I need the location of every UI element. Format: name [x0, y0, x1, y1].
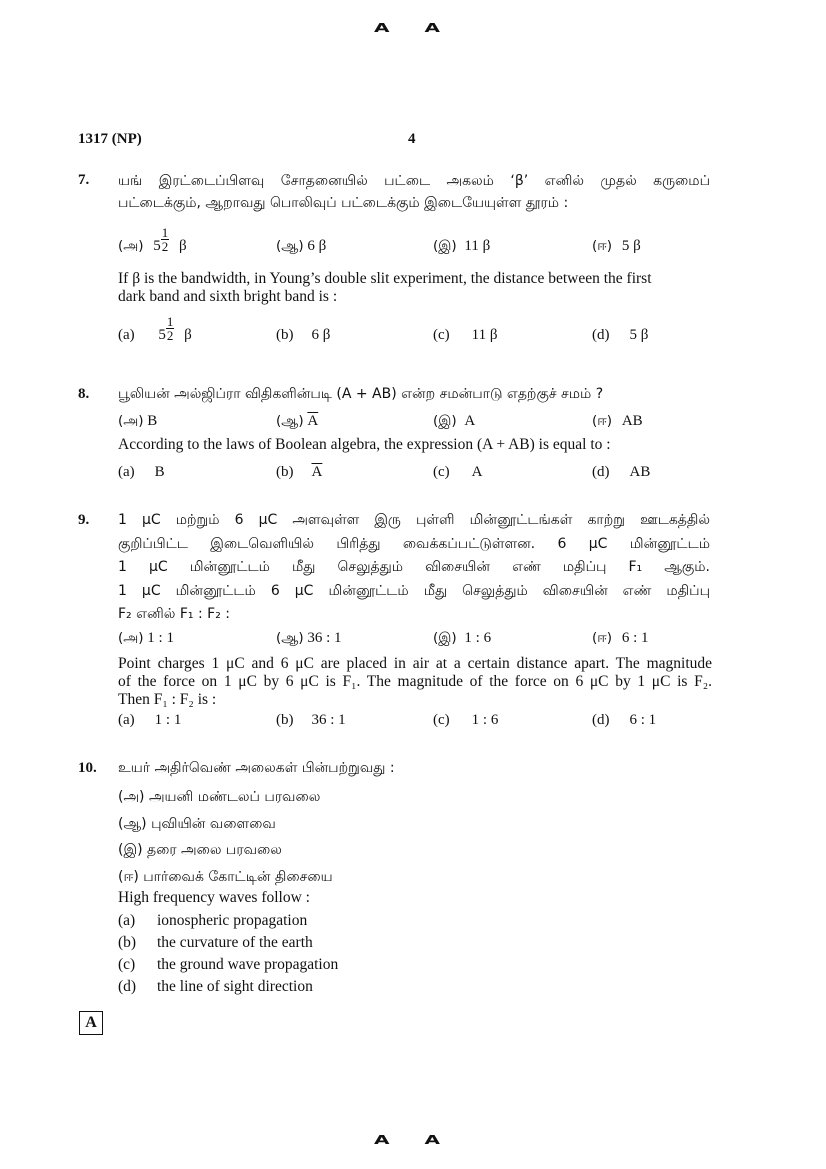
- q9-tamil-line3: 1 μC மின்னூட்டம் மீது செலுத்தும் விசையின் எண் மதிப்பு F₁ ஆகும்.: [118, 559, 710, 575]
- option-label: (இ): [433, 630, 457, 646]
- q9-ta-option-a: [118, 630, 174, 648]
- q7-ta-option-a: [118, 225, 187, 256]
- q8-english: According to the laws of Boolean algebra, the expression (A + AB) is equal to :: [118, 436, 611, 453]
- option-text: 1 : 6: [471, 712, 499, 728]
- option-text: தரை அலை பரவலை: [147, 842, 282, 858]
- q8-tamil: பூலியன் அல்ஜிப்ரா விதிகளின்படி (A + AB) என்ற சமன்பாடு எதற்குச் சமம் ?: [118, 386, 604, 402]
- option-label: (b): [118, 934, 137, 951]
- q7-english-line2: dark band and sixth bright band is :: [118, 288, 338, 305]
- q10-ta-option-b: [118, 811, 333, 838]
- q10-en-option-b: [118, 932, 338, 954]
- q7-ta-option-d: [592, 238, 641, 256]
- option-whole: 5: [153, 238, 161, 254]
- option-label: (ஆ): [276, 238, 304, 254]
- option-text: ionospheric propagation: [157, 912, 308, 929]
- option-text: அயனி மண்டலப் பரவலை: [148, 789, 321, 805]
- q9-en-option-a: [118, 712, 181, 729]
- q9-ta-option-c: [433, 630, 491, 648]
- option-text: $\overline{A}$: [311, 464, 323, 480]
- q10-ta-option-d: [118, 864, 333, 891]
- paper-code: 1317 (NP): [78, 131, 142, 147]
- q8-ta-option-a: [118, 413, 157, 431]
- q9-tamil-line5: F₂ எனில் F₁ : F₂ :: [118, 606, 230, 622]
- option-label: (அ): [118, 789, 145, 805]
- option-label: (c): [118, 956, 136, 973]
- q9-english-line2: of the force on 1 μC by 6 μC is F₁. The magnitude of the force on 6 μC by 1 μC is F₂.: [118, 673, 712, 690]
- option-label: (c): [433, 327, 450, 343]
- option-label: (ஈ): [118, 868, 139, 885]
- q7-en-option-d: [592, 327, 648, 344]
- q7-tamil: [118, 170, 710, 214]
- option-label: (ஈ): [592, 238, 613, 254]
- q10-english: High frequency waves follow :: [118, 889, 310, 906]
- q10-en-option-a: [118, 910, 338, 932]
- option-label: (ஈ): [592, 630, 613, 646]
- option-text: 36 : 1: [311, 712, 346, 728]
- option-label: (b): [276, 712, 294, 728]
- option-label: (c): [433, 712, 450, 728]
- bottom-mark: A A: [374, 1132, 454, 1148]
- option-label: (a): [118, 912, 136, 929]
- q7-en-option-c: [433, 327, 497, 344]
- q10-en-option-c: [118, 954, 338, 976]
- q10-number: 10.: [78, 760, 97, 776]
- option-beta: β: [184, 327, 192, 343]
- option-text: 6 β: [307, 238, 327, 254]
- option-text: the ground wave propagation: [157, 956, 339, 973]
- q9-en-option-b: [276, 712, 346, 729]
- denominator: 2: [161, 239, 169, 255]
- option-label: (இ): [433, 413, 457, 429]
- option-label: (அ): [118, 630, 144, 646]
- option-text: 1 : 1: [154, 712, 182, 728]
- option-label: (d): [592, 327, 610, 343]
- denominator: 2: [166, 328, 174, 344]
- q9-number: 9.: [78, 512, 90, 528]
- q8-ta-option-b: [276, 413, 318, 431]
- option-text: 11 β: [471, 327, 498, 343]
- q8-en-option-a: [118, 464, 165, 481]
- option-whole: 5: [158, 327, 166, 343]
- option-text: B: [147, 413, 158, 429]
- option-text: 6 : 1: [629, 712, 657, 728]
- option-label: (d): [592, 712, 610, 728]
- q7-english: [118, 270, 710, 306]
- q9-ta-option-b: [276, 630, 342, 648]
- q8-number: 8.: [78, 386, 90, 402]
- option-text: A: [464, 413, 476, 429]
- option-label: (ஆ): [276, 413, 304, 429]
- option-label: (a): [118, 327, 135, 343]
- q8-en-option-d: [592, 464, 650, 481]
- option-label: (இ): [118, 842, 143, 858]
- option-label: (இ): [433, 238, 457, 254]
- q9-english-line1: Point charges 1 μC and 6 μC are placed in air at a certain distance apart. The magnitude: [118, 655, 712, 672]
- option-label: (அ): [118, 413, 144, 429]
- q10-tamil: உயர் அதிர்வெண் அலைகள் பின்பற்றுவது :: [118, 760, 395, 776]
- option-label: (அ): [118, 238, 144, 254]
- q10-english-options: [118, 910, 338, 998]
- q7-ta-option-c: [433, 238, 490, 256]
- q8-en-option-c: [433, 464, 483, 481]
- q9-english-line3: Then F₁ : F₂ is :: [118, 691, 217, 708]
- option-label: (b): [276, 464, 294, 480]
- q9-tamil-line4: 1 μC மின்னூட்டம் 6 μC மின்னூட்டம் மீது செலுத்தும் விசையின் எண் மதிப்பு: [118, 582, 710, 599]
- q7-english-line1: If β is the bandwidth, in Young’s double slit experiment, the distance between the first: [118, 270, 652, 287]
- q9-ta-option-d: [592, 630, 648, 648]
- option-text: the line of sight direction: [157, 978, 313, 995]
- option-text: A: [471, 464, 483, 480]
- q10-en-option-d: [118, 976, 338, 998]
- top-mark: A A: [374, 20, 454, 36]
- option-text: 5 β: [621, 238, 641, 254]
- option-text: 11 β: [464, 238, 491, 254]
- q9-english: [118, 655, 712, 709]
- q7-ta-option-b: [276, 238, 326, 256]
- option-text: 5 β: [629, 327, 649, 343]
- option-text: AB: [629, 464, 651, 480]
- q8-ta-option-d: [592, 413, 643, 431]
- q9-tamil-line1: 1 μC மற்றும் 6 μC அளவுள்ள இரு புள்ளி மின்னூட்டங்கள் காற்று ஊடகத்தில்: [118, 512, 710, 528]
- q7-en-option-a: [118, 314, 192, 344]
- option-label: (d): [592, 464, 610, 480]
- option-text: 1 : 1: [147, 630, 174, 646]
- option-label: (c): [433, 464, 450, 480]
- option-label: (a): [118, 464, 135, 480]
- q9-en-option-c: [433, 712, 498, 729]
- q10-tamil-options: [118, 784, 333, 890]
- option-text: புவியின் வளைவை: [151, 815, 276, 832]
- option-label: (ஆ): [118, 815, 147, 832]
- q8-ta-option-c: [433, 413, 475, 431]
- fraction: [166, 315, 175, 342]
- q8-en-option-b: [276, 464, 322, 481]
- q7-en-option-b: [276, 327, 330, 344]
- option-text: 6 : 1: [621, 630, 649, 646]
- option-text: B: [154, 464, 165, 480]
- booklet-version-box: A: [79, 1011, 103, 1035]
- fraction: [161, 226, 170, 253]
- option-label: (d): [118, 978, 137, 995]
- q10-ta-option-a: [118, 784, 333, 811]
- option-text: AB: [621, 413, 643, 429]
- option-label: (b): [276, 327, 294, 343]
- option-text: பார்வைக் கோட்டின் திசையை: [143, 868, 333, 885]
- numerator: 1: [166, 314, 174, 330]
- q9-tamil-line2: குறிப்பிட்ட இடைவெளியில் பிரித்து வைக்கப்பட்டுள்ளன. 6 μC மின்னூட்டம்: [118, 535, 710, 552]
- q9-tamil: [118, 509, 710, 627]
- q7-number: 7.: [78, 172, 90, 188]
- q10-ta-option-c: [118, 837, 333, 864]
- option-beta: β: [179, 238, 187, 254]
- page-number: 4: [408, 131, 416, 147]
- option-label: (a): [118, 712, 135, 728]
- q7-tamil-line2: பட்டைக்கும், ஆறாவது பொலிவுப் பட்டைக்கும் இடையேயுள்ள தூரம் :: [118, 195, 569, 211]
- numerator: 1: [161, 225, 169, 241]
- option-text: $\overline{A}$: [307, 413, 319, 429]
- option-text: 36 : 1: [307, 630, 342, 646]
- option-label: (ஆ): [276, 630, 304, 646]
- q7-tamil-line1: யங் இரட்டைப்பிளவு சோதனையில் பட்டை அகலம் ‘β’ எனில் முதல் கருமைப்: [118, 173, 710, 189]
- option-text: 6 β: [311, 327, 331, 343]
- option-text: the curvature of the earth: [157, 934, 313, 951]
- q9-en-option-d: [592, 712, 656, 729]
- option-text: 1 : 6: [464, 630, 492, 646]
- option-label: (ஈ): [592, 413, 613, 429]
